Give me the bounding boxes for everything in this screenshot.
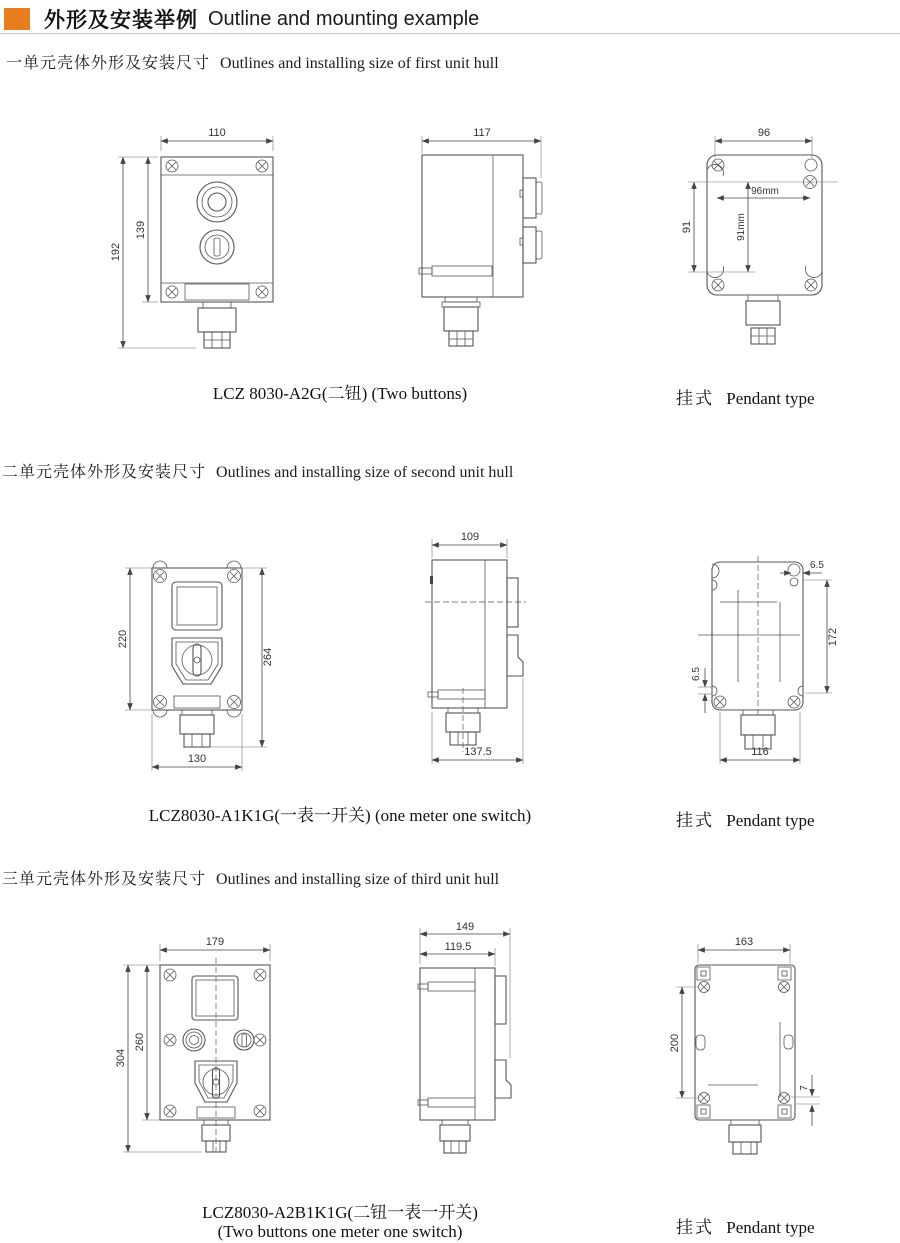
- dim-label: 304: [115, 1048, 127, 1068]
- mount-type-en: Pendant type: [726, 1218, 815, 1237]
- section1-model-caption: [150, 384, 530, 403]
- dim-label: 96: [757, 127, 771, 139]
- dim-label: 264: [262, 647, 274, 667]
- section2-back-view-drawing: [650, 540, 880, 790]
- dim-label: 110: [208, 127, 226, 139]
- dim-label: 109: [460, 531, 480, 543]
- section1-back-view-drawing: [670, 120, 870, 382]
- dim-label: 220: [117, 629, 129, 649]
- model-name: LCZ8030-A1K1G(一表一开关) (one meter one switch): [148, 806, 532, 825]
- dim-label: 119.5: [444, 941, 472, 953]
- page-title-en: Outline and mounting example: [208, 7, 480, 30]
- mount-type-zh: 挂式: [676, 389, 714, 408]
- mount-type-en: Pendant type: [726, 389, 815, 408]
- section2-mount-caption: [676, 806, 815, 831]
- model-name: LCZ 8030-A2G(二钮) (Two buttons): [212, 384, 468, 403]
- section3-model-caption: [140, 1203, 540, 1241]
- dim-label: 6.5: [691, 667, 702, 681]
- section1-side-view-drawing: [400, 120, 560, 382]
- section2-front-view-drawing: [100, 540, 340, 790]
- dim-label: 91mm: [736, 213, 747, 241]
- dim-label: 260: [134, 1032, 146, 1052]
- section3-back-view-drawing: [650, 930, 890, 1180]
- model-name-line2: (Two buttons one meter one switch): [217, 1222, 463, 1241]
- section2-heading: [2, 459, 513, 482]
- mount-type-zh: 挂式: [676, 1218, 714, 1237]
- dim-label: 116: [751, 746, 769, 758]
- dim-label: 130: [187, 753, 207, 765]
- page-header: [4, 4, 479, 34]
- section3-heading-en: Outlines and installing size of third unit hull: [216, 871, 500, 888]
- dim-label: 163: [734, 936, 754, 948]
- page-title-zh: 外形及安装举例: [44, 9, 198, 32]
- dim-label: 200: [669, 1033, 681, 1053]
- section3-side-view-drawing: [400, 920, 560, 1180]
- section2-side-view-drawing: [400, 530, 600, 780]
- dim-label: 179: [205, 936, 225, 948]
- dim-label: 137.5: [464, 746, 492, 758]
- dim-label: 172: [827, 627, 839, 647]
- dim-label: 149: [455, 921, 475, 933]
- section1-heading: [6, 50, 499, 73]
- orange-square-marker: [4, 8, 30, 30]
- section1-front-view-drawing: [100, 120, 340, 382]
- section3-heading-zh: 三单元壳体外形及安装尺寸: [2, 871, 207, 888]
- section3-front-view-drawing: [110, 930, 330, 1180]
- header-divider: [0, 33, 900, 34]
- dim-label: 6.5: [810, 560, 824, 571]
- section2-heading-zh: 二单元壳体外形及安装尺寸: [2, 464, 207, 481]
- dim-label: 7: [799, 1085, 810, 1091]
- dim-label: 192: [110, 242, 122, 262]
- section2-heading-en: Outlines and installing size of second unit hull: [216, 464, 514, 481]
- section3-mount-caption: [676, 1213, 815, 1238]
- section1-heading-en: Outlines and installing size of first unit hull: [220, 55, 499, 72]
- section1-heading-zh: 一单元壳体外形及安装尺寸: [6, 55, 211, 72]
- section1-mount-caption: [676, 384, 815, 409]
- mount-type-zh: 挂式: [676, 811, 714, 830]
- section2-model-caption: [140, 806, 540, 825]
- dim-label: 91: [681, 220, 693, 234]
- dim-label: 139: [135, 220, 147, 240]
- mount-type-en: Pendant type: [726, 811, 815, 830]
- dim-label: 96mm: [751, 186, 779, 197]
- model-name: LCZ8030-A2B1K1G(二钮一表一开关): [202, 1203, 478, 1222]
- dim-label: 117: [473, 127, 491, 139]
- section3-heading: [2, 866, 499, 889]
